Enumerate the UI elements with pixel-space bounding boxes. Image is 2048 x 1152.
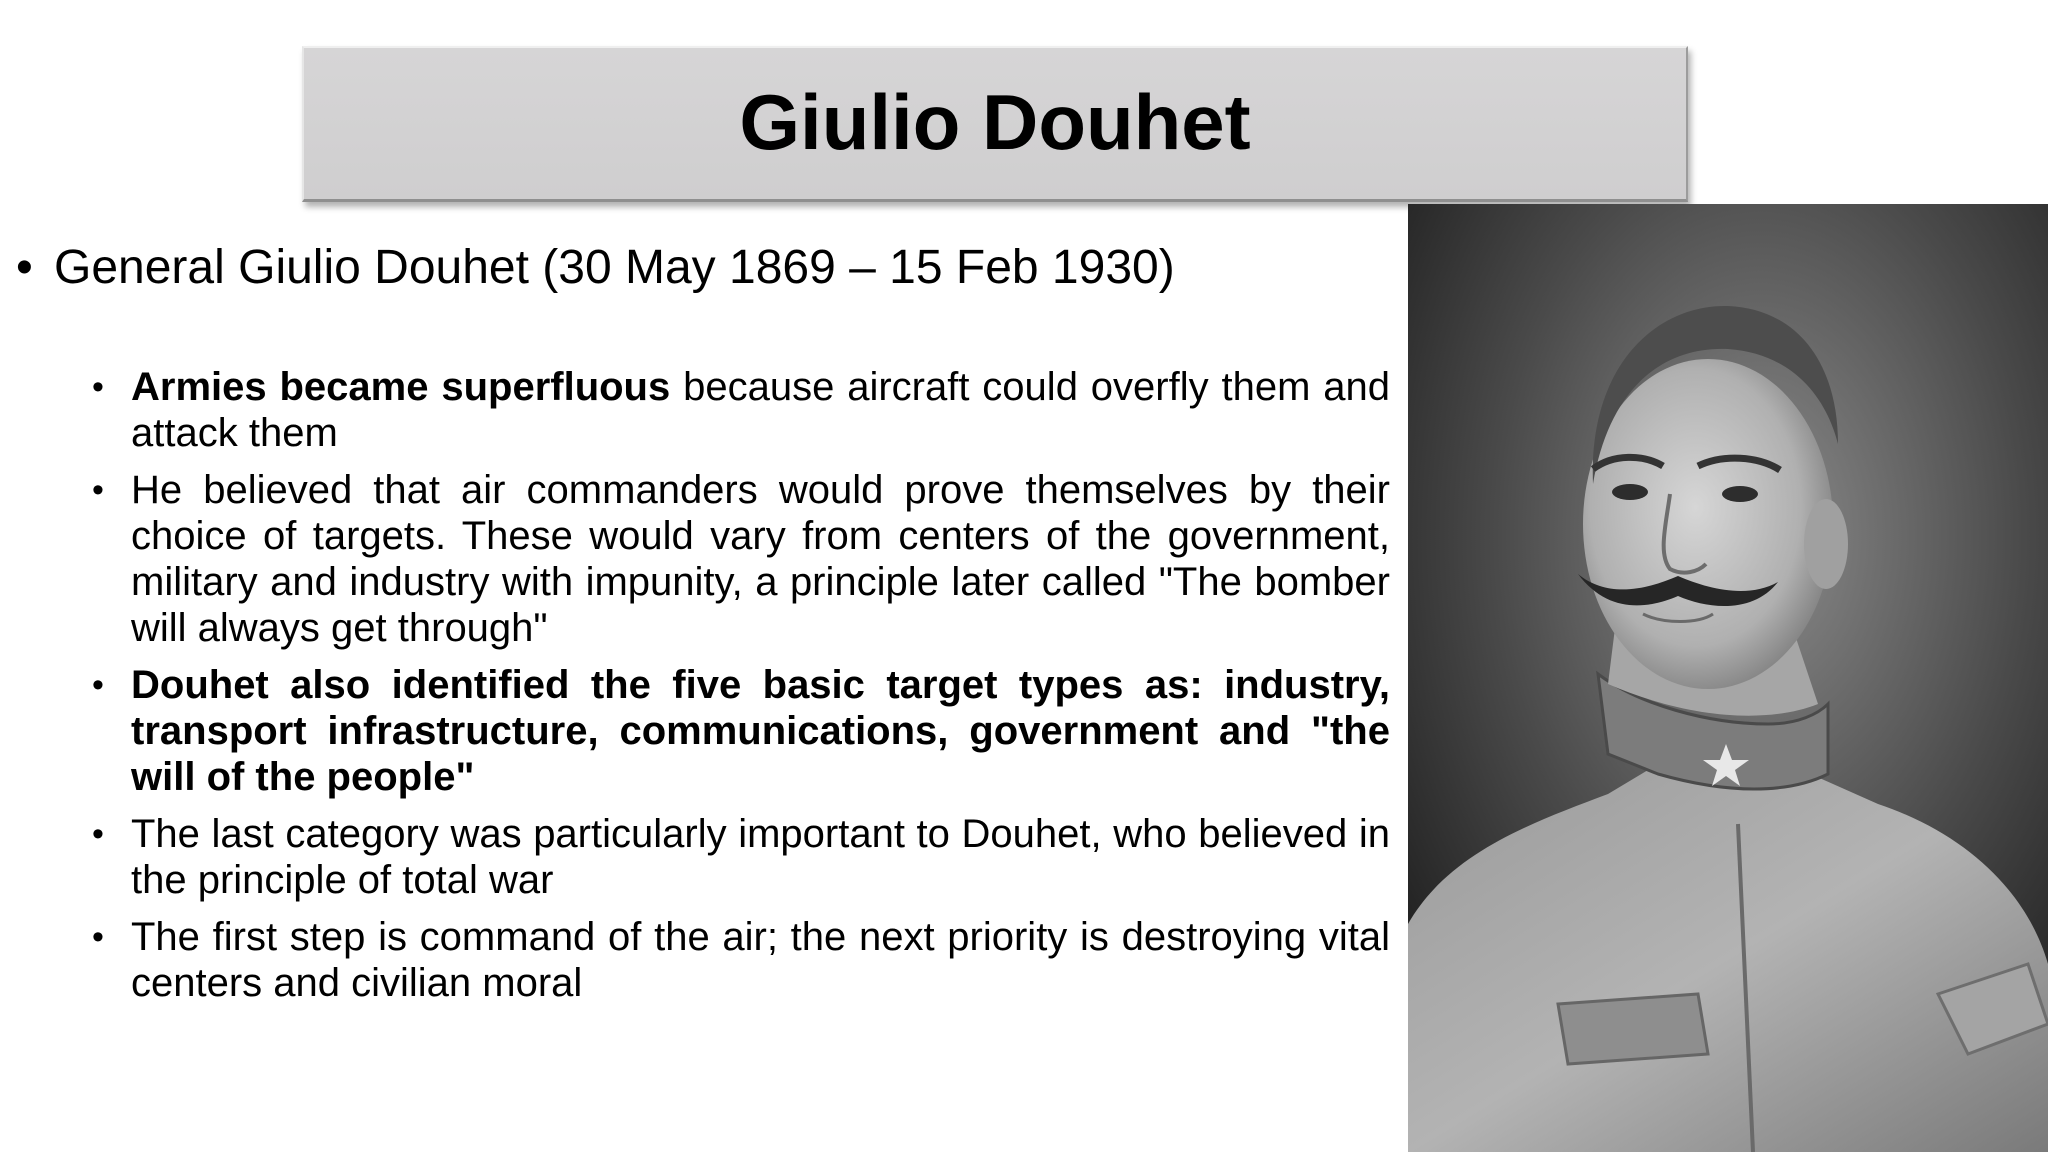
- bullet-dot: •: [16, 241, 33, 294]
- main-bullet: [16, 240, 1376, 295]
- main-bullet-text: General Giulio Douhet (30 May 1869 – 15 Feb 1930): [54, 241, 1175, 294]
- slide-title: Giulio Douhet: [739, 77, 1251, 166]
- sub-bullet-item: [92, 467, 1392, 651]
- sub-bullet-item: [92, 914, 1392, 1006]
- portrait-illustration: [1408, 204, 2048, 1152]
- sub-bullet-normal: because aircraft could overfly them and attack them: [131, 365, 1390, 455]
- sub-bullet-text: [131, 914, 1390, 1006]
- sub-bullet-list: [92, 364, 1392, 1017]
- sub-bullet-normal: He believed that air commanders would prove themselves by their choice of targets. These would vary from centers of the government, military and industry with impunity, a principle later called "The bomber will always get through": [131, 468, 1390, 650]
- sub-bullet-text: [131, 467, 1390, 651]
- sub-bullet-text: [131, 662, 1390, 800]
- sub-bullet-bold: Armies became superfluous: [131, 365, 671, 409]
- portrait-photo: [1408, 204, 2048, 1152]
- title-bar: [302, 46, 1688, 202]
- sub-bullet-text: [131, 364, 1390, 456]
- sub-bullet-text: [131, 811, 1390, 903]
- sub-bullet-normal: The last category was particularly important to Douhet, who believed in the principle of total war: [131, 812, 1390, 902]
- bullet-dot: •: [92, 368, 104, 406]
- sub-bullet-normal: The first step is command of the air; the next priority is destroying vital centers and civilian moral: [131, 915, 1390, 1005]
- sub-bullet-item: [92, 662, 1392, 800]
- bullet-dot: •: [92, 918, 104, 956]
- sub-bullet-item: [92, 811, 1392, 903]
- bullet-dot: •: [92, 471, 104, 509]
- bullet-dot: •: [92, 666, 104, 704]
- sub-bullet-bold: Douhet also identified the five basic target types as: industry, transport infrastructure, communications, government and "the will of the people": [131, 663, 1390, 799]
- bullet-dot: •: [92, 815, 104, 853]
- sub-bullet-item: [92, 364, 1392, 456]
